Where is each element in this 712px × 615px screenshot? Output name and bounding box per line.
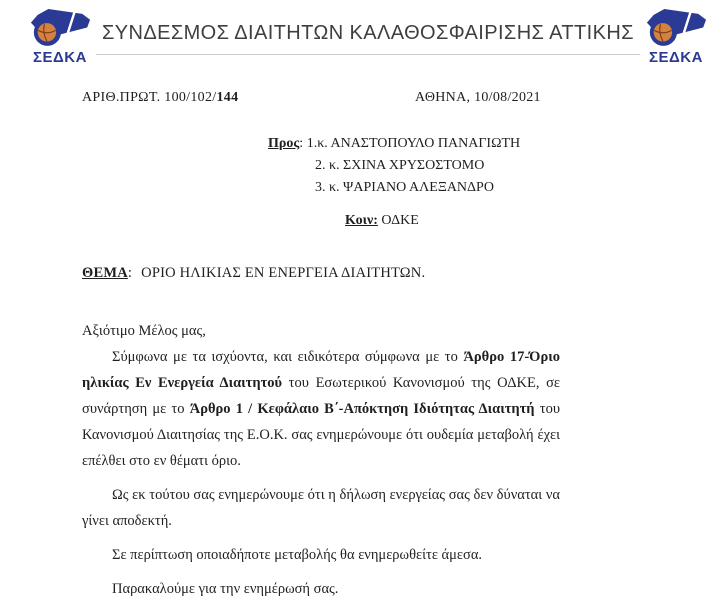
whistle-basketball-icon [28,6,92,47]
sedka-logo-left [24,6,96,66]
subject-line [82,265,425,282]
paragraph-4: Παρακαλούμε για την ενημέρωσή σας. [112,581,339,597]
city-date: ΑΘΗΝΑ, 10/08/2021 [415,90,541,105]
paragraph-1 [82,344,560,474]
subject-text: ΟΡΙΟ ΗΛΙΚΙΑΣ ΕΝ ΕΝΕΡΓΕΙΑ ΔΙΑΙΤΗΤΩΝ. [141,265,426,281]
title-wrap [96,6,640,55]
recipient-line [268,155,520,177]
subject-label: ΘΕΜΑ [82,265,128,281]
recipient-name: 3. κ. ΨΑΡΙΑΝΟ ΑΛΕΞΑΝΔΡΟ [315,180,494,195]
paragraph-3: Σε περίπτωση οποιαδήποτε μεταβολής θα ενημερωθείτε άμεσα. [112,547,483,563]
paragraph-2: Ως εκ τούτου σας ενημερώνουμε ότι η δήλωση ενεργείας σας δεν δύναται να γίνει αποδεκτή. [82,487,560,529]
whistle-basketball-icon [644,6,708,47]
protocol-prefix: ΑΡΙΘ.ΠΡΩΤ. 100/102/ [82,90,217,105]
text-segment: Σύμφωνα με τα ισχύοντα, και ειδικότερα σύμφωνα με το [112,349,464,365]
recipients-block [268,133,520,199]
to-separator: : [299,136,307,151]
recipient-name: 1.κ. ΑΝΑΣΤΟΠΟΥΛΟ ΠΑΝΑΓΙΩΤΗ [306,136,521,151]
cc-line [345,213,419,229]
subject-separator: : [127,265,133,281]
salutation: Αξιότιμο Μέλος μας, [82,323,206,339]
bold-text-segment: Άρθρο 17-Όριο ηλικίας Εν Ενεργεία Διαιτητού [82,349,560,391]
bold-text-segment: Άρθρο 1 / Κεφάλαιο Β΄-Απόκτηση Ιδιότητας Διαιτητή [189,401,535,417]
letter-body [82,318,560,602]
logo-caption: ΣΕΔΚΑ [648,49,703,66]
protocol-number [82,90,238,106]
letterhead [0,2,703,66]
recipient-line [268,133,520,155]
text-segment: του Κανονισμού Διαιτησίας της Ε.Ο.Κ. σας ενημερώνουμε ότι ουδεμία μεταβολή έχει επέλθει στο εν θέματι όριο. [82,401,560,469]
text-segment: του Εσωτερικού Κανονισμού της ΟΔΚΕ, σε συνάρτηση με το [82,375,561,417]
protocol-number-bold: 144 [216,90,239,105]
page-title: ΣΥΝΔΕΣΜΟΣ ΔΙΑΙΤΗΤΩΝ ΚΑΛΑΘΟΣΦΑΙΡΙΣΗΣ ΑΤΤΙΚΗΣ [96,22,640,55]
cc-value: ΟΔΚΕ [381,213,419,228]
sedka-logo-right [640,6,712,66]
to-label: Προς [268,136,300,151]
logo-caption: ΣΕΔΚΑ [33,49,87,66]
recipient-line [268,177,520,199]
cc-label: Κοιν: [345,213,378,228]
recipient-name: 2. κ. ΣΧΙΝΑ ΧΡΥΣΟΣΤΟΜΟ [315,158,485,173]
